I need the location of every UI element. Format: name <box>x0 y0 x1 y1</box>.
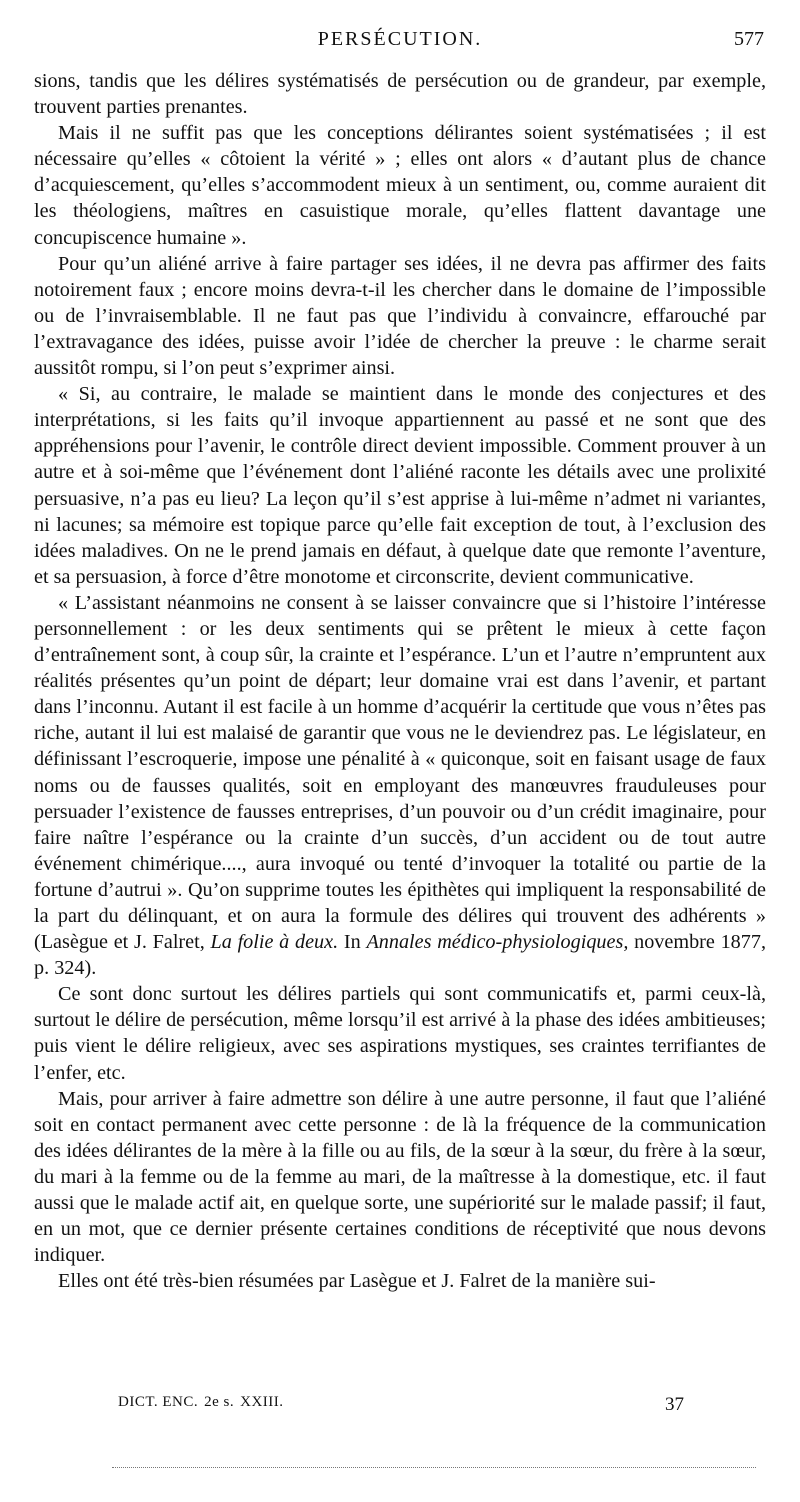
paragraph-5 <box>34 590 766 981</box>
bottom-rule <box>112 1467 756 1468</box>
cited-journal-title: Annales médico-physiologiques, <box>366 931 629 954</box>
paragraph-5-text: « L’assistant néanmoins ne consent à se laisser convaincre que si l’histoire l’intéresse personnellement : or les deux sentiments qui se prêtent le mieux à cette façon d’entraînement sont, à coup sûr, la crainte et l’espérance. L’un et l’autre n’empruntent aux réalités présentes qu’un point de départ; leur domaine vrai est dans l’avenir, et partant dans l’inconnu. Autant il est facile à un homme d’acquérir la certitude que vous n’êtes pas riche, autant il lui est malaisé de garantir que vous ne le deviendrez pas. Le législateur, en définissant l’escroquerie, impose une pénalité à « quiconque, soit en faisant usage de faux noms ou de fausses qualités, soit en employant des manœuvres frauduleuses pour persuader l’existence de fausses entreprises, d’un pouvoir ou d’un crédit imaginaire, pour faire naître l’espérance ou la crainte d’un succès, d’un accident ou de tout autre événement chimérique...., aura invoqué ou tenté d’invoquer la totalité ou partie de la fortune d’autrui ». Qu’on supprime toutes les épithètes qui impliquent la responsabilité de la part du délinquant, et on aura la formule des délires qui trouvent des adhérents » (Lasègue et J. Falret, <box>34 591 766 954</box>
paragraph-5-in: In <box>338 931 367 954</box>
page-number: 577 <box>734 28 764 50</box>
printer-signature <box>118 1394 284 1411</box>
paragraph-4: « Si, au contraire, le malade se maintient dans le monde des conjectures et des interprétations, si les faits qu’il invoque appartiennent au passé et ne sont que des appréhensions pour l’avenir, le contrôle direct devient impossible. Comment prouver à un autre et à soi-même que l’événement dont l’aliéné raconte les détails avec une prolixité persuasive, n’a pas eu lieu? La leçon qu’il s’est apprise à lui-même n’admet ni variantes, ni lacunes; sa mémoire est topique parce qu’elle fait exception de tout, à l’exclusion des idées maladives. On ne le prend jamais en défaut, à quelque date que remonte l’aventure, et sa persuasion, à force d’être monotome et circonscrite, devient communicative. <box>34 383 766 588</box>
running-title: PERSÉCUTION. <box>317 28 483 50</box>
signature-volume: XXIII. <box>240 1394 284 1410</box>
page-footer <box>118 1394 684 1418</box>
paragraph-8: Elles ont été très-bien résumées par Lasègue et J. Falret de la manière sui- <box>58 1270 656 1293</box>
cited-work-title: La folie à deux. <box>210 931 339 954</box>
running-head <box>34 28 766 56</box>
paragraph-5-citation-end: novembre 1877, p. 324). <box>34 931 766 980</box>
paragraph-1: sions, tandis que les délires systématisés de persécution ou de grandeur, par exemple, trouvent parties prenantes. <box>34 70 766 119</box>
signature-number: 37 <box>665 1394 684 1415</box>
signature-work: DICT. ENC. <box>118 1394 199 1410</box>
paragraph-6: Ce sont donc surtout les délires partiels qui sont communicatifs et, parmi ceux-là, surtout le délire de persécution, même lorsqu’il est arrivé à la phase des idées ambitieuses; puis vient le délire religieux, avec ses aspirations mystiques, ses craintes terrifiantes de l’enfer, etc. <box>34 983 766 1084</box>
paragraph-7: Mais, pour arriver à faire admettre son délire à une autre personne, il faut que l’aliéné soit en contact permanent avec cette personne : de là la fréquence de la communication des idées délirantes de la mère à la fille ou au fils, de la sœur à la sœur, du frère à la sœur, du mari à la femme ou de la femme au mari, de la maîtresse à la domestique, etc. il faut aussi que le malade actif ait, en quelque sorte, une supériorité sur le malade passif; il faut, en un mot, que ce dernier présente certaines conditions de réceptivité que nous devons indiquer. <box>34 1087 766 1267</box>
paragraph-2: Mais il ne suffit pas que les conceptions délirantes soient systématisées ; il est nécessaire qu’elles « côtoient la vérité » ; elles ont alors « d’autant plus de chance d’acquiescement, qu’elles s’accommodent mieux à un sentiment, ou, comme auraient dit les théologiens, maîtres en casuistique morale, qu’elles flattent davantage une concupiscence humaine ». <box>34 122 766 249</box>
signature-series: 2e s. <box>204 1394 235 1410</box>
paragraph-3: Pour qu’un aliéné arrive à faire partager ses idées, il ne devra pas affirmer des faits notoirement faux ; encore moins devra-t-il les chercher dans le domaine de l’impossible ou de l’invraisemblable. Il ne faut pas que l’individu à convaincre, effarouché par l’extravagance des idées, puisse avoir l’idée de chercher la preuve : le charme serait aussitôt rompu, si l’on peut s’exprimer ainsi. <box>34 252 766 380</box>
body-text <box>34 68 766 1294</box>
